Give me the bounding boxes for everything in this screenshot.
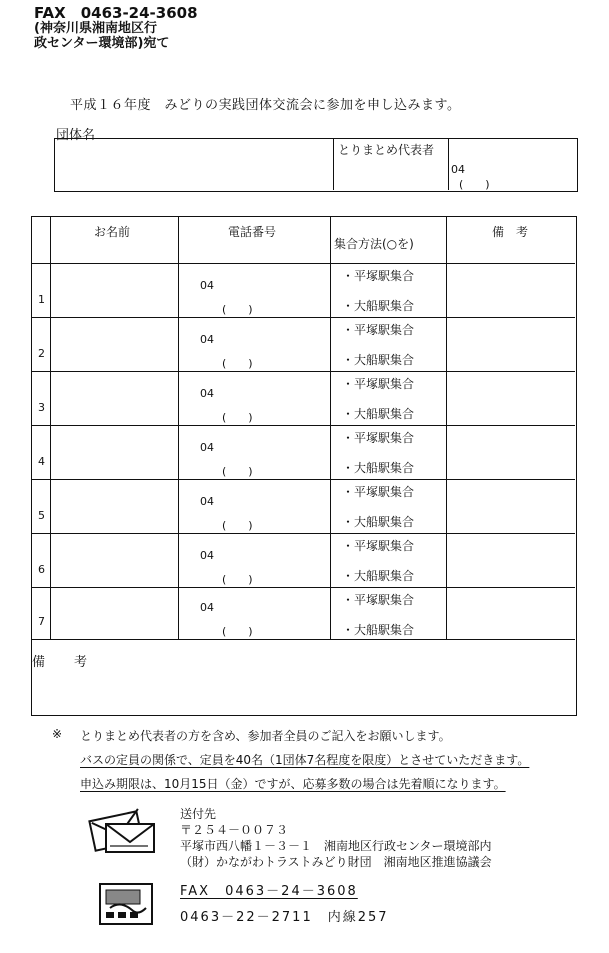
row-number: 5	[38, 509, 45, 522]
header-phone: 電話番号	[228, 225, 277, 239]
phone-area-code: 04	[200, 279, 214, 292]
representative-cell[interactable]	[333, 139, 578, 190]
group-name-label: 団体名	[56, 128, 96, 143]
row-number: 7	[38, 615, 45, 628]
send-address: 平塚市西八幡１－３－１ 湘南地区行政センター環境部内	[180, 839, 492, 853]
fax-machine-icon	[96, 878, 156, 928]
row-divider	[32, 425, 575, 426]
option-hiratsuka[interactable]: ・平塚駅集合	[342, 323, 415, 337]
row-number: 4	[38, 455, 45, 468]
send-organization: （財）かながわトラストみどり財団 湘南地区推進協議会	[180, 855, 492, 869]
option-hiratsuka[interactable]: ・平塚駅集合	[342, 269, 415, 283]
col-divider	[446, 217, 447, 639]
header-name: お名前	[94, 225, 131, 239]
phone-paren: ( )	[222, 465, 253, 478]
row-divider	[32, 371, 575, 372]
representative-phone-cell[interactable]	[448, 139, 579, 190]
row-number: 2	[38, 347, 45, 360]
row-number: 6	[38, 563, 45, 576]
option-hiratsuka[interactable]: ・平塚駅集合	[342, 485, 415, 499]
representative-area-code: 04	[451, 163, 465, 176]
option-ofuna[interactable]: ・大船駅集合	[342, 623, 415, 637]
remarks-field[interactable]	[32, 641, 575, 713]
phone-area-code: 04	[200, 333, 214, 346]
col-divider	[178, 217, 179, 639]
phone-paren: ( )	[222, 573, 253, 586]
representative-label: とりまとめ代表者	[338, 143, 435, 157]
note-line-3: 申込み期限は、10月15日（金）ですが、応募多数の場合は先着順になります。	[80, 777, 506, 791]
row-divider	[32, 479, 575, 480]
phone-paren: ( )	[222, 625, 253, 638]
org-table	[54, 138, 578, 192]
note-marker: ※	[52, 727, 63, 741]
fax-header	[34, 6, 198, 51]
col-divider	[50, 217, 51, 639]
send-fax-number: FAX 0463－24－3608	[180, 884, 358, 899]
phone-paren: ( )	[222, 357, 253, 370]
phone-paren: ( )	[222, 519, 253, 532]
phone-paren: ( )	[222, 411, 253, 424]
phone-area-code: 04	[200, 495, 214, 508]
option-ofuna[interactable]: ・大船駅集合	[342, 353, 415, 367]
row-divider	[32, 317, 575, 318]
form-title: 平成１６年度 みどりの実践団体交流会に参加を申し込みます。	[70, 98, 461, 113]
send-to-label: 送付先	[180, 807, 217, 821]
note-line-2: バスの定員の関係で、定員を40名（1団体7名程度を限度）とさせていただきます。	[80, 753, 530, 767]
option-hiratsuka[interactable]: ・平塚駅集合	[342, 539, 415, 553]
participants-table	[31, 216, 577, 716]
destination-line-1: (神奈川県湘南地区行	[34, 21, 157, 36]
option-ofuna[interactable]: ・大船駅集合	[342, 569, 415, 583]
header-meeting-method: 集合方法(○を)	[334, 237, 414, 251]
phone-paren: ( )	[222, 303, 253, 316]
row-number: 1	[38, 293, 45, 306]
row-divider	[32, 263, 575, 264]
remarks-section-label: 備 考	[32, 655, 96, 670]
row-divider	[32, 533, 575, 534]
postal-code: 〒２５４－００７３	[180, 823, 289, 837]
header-remarks: 備 考	[492, 225, 529, 239]
row-divider	[32, 639, 575, 640]
option-hiratsuka[interactable]: ・平塚駅集合	[342, 593, 415, 607]
option-hiratsuka[interactable]: ・平塚駅集合	[342, 431, 415, 445]
phone-area-code: 04	[200, 601, 214, 614]
option-hiratsuka[interactable]: ・平塚駅集合	[342, 377, 415, 391]
send-to-block	[180, 806, 492, 870]
envelope-icon	[88, 806, 158, 854]
option-ofuna[interactable]: ・大船駅集合	[342, 461, 415, 475]
destination-line-2: 政センター環境部)宛て	[34, 36, 170, 51]
option-ofuna[interactable]: ・大船駅集合	[342, 407, 415, 421]
fax-number: FAX 0463-24-3608	[34, 4, 198, 22]
col-divider	[330, 217, 331, 639]
row-divider	[32, 587, 575, 588]
phone-area-code: 04	[200, 387, 214, 400]
option-ofuna[interactable]: ・大船駅集合	[342, 515, 415, 529]
row-number: 3	[38, 401, 45, 414]
representative-phone-paren: ( )	[459, 178, 490, 191]
group-name-field[interactable]	[55, 139, 332, 190]
note-line-1: とりまとめ代表者の方を含め、参加者全員のご記入をお願いします。	[80, 729, 451, 743]
phone-area-code: 04	[200, 549, 214, 562]
option-ofuna[interactable]: ・大船駅集合	[342, 299, 415, 313]
send-telephone: 0463－22－2711 内線257	[180, 910, 389, 925]
phone-area-code: 04	[200, 441, 214, 454]
